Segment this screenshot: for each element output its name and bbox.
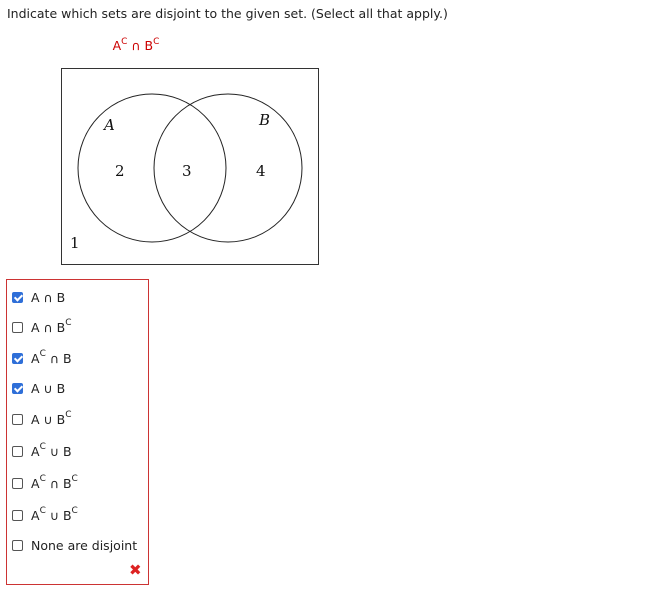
checkbox[interactable] [12, 446, 23, 457]
option-label: $A^C$ ∪ B [31, 442, 72, 459]
region-outside: 1 [70, 234, 80, 252]
checkbox[interactable] [12, 383, 23, 394]
given-set-a: A [112, 38, 122, 53]
option-label: $A^C$ ∪ $B^C$ [31, 506, 78, 523]
option-a-union-b-complement[interactable] [12, 411, 72, 427]
option-a-complement-union-b[interactable] [12, 443, 72, 459]
circle-a [78, 94, 226, 242]
checkbox[interactable] [12, 540, 23, 551]
label-a: A [104, 116, 115, 134]
answer-options [6, 279, 149, 585]
venn-diagram [61, 68, 319, 265]
question-text: Indicate which sets are disjoint to the given set. (Select all that apply.) [7, 6, 448, 21]
checkbox[interactable] [12, 414, 23, 425]
given-set-operator: ∩ [127, 38, 145, 53]
incorrect-x-icon: ✖ [129, 561, 142, 579]
checkbox[interactable] [12, 292, 23, 303]
option-label: A ∪ B [31, 380, 66, 396]
option-label: A ∩ $B^C$ [31, 318, 72, 335]
checkbox[interactable] [12, 322, 23, 333]
option-a-complement-union-b-complement[interactable] [12, 507, 78, 523]
option-none-are-disjoint[interactable] [12, 537, 137, 553]
label-b: B [259, 111, 271, 129]
checkbox[interactable] [12, 478, 23, 489]
option-label: $A^C$ ∩ $B^C$ [31, 474, 78, 491]
region-b-only: 4 [256, 162, 266, 180]
option-a-union-b[interactable] [12, 380, 65, 396]
option-label: $A^C$ ∩ B [31, 349, 72, 366]
option-label: A ∪ $B^C$ [31, 410, 72, 427]
given-set-expression [0, 38, 272, 53]
given-set-b: B [144, 38, 154, 53]
given-set-a-complement: C [121, 36, 128, 47]
venn-svg [62, 69, 318, 264]
circle-b [154, 94, 302, 242]
given-set-b-complement: C [153, 36, 160, 47]
region-both: 3 [182, 162, 192, 180]
option-a-intersect-b[interactable] [12, 289, 65, 305]
checkbox[interactable] [12, 510, 23, 521]
option-label: None are disjoint [31, 537, 138, 553]
region-a-only: 2 [115, 162, 125, 180]
option-a-complement-intersect-b[interactable] [12, 350, 72, 366]
option-a-intersect-b-complement[interactable] [12, 319, 72, 335]
option-label: A ∩ B [31, 289, 66, 305]
checkbox[interactable] [12, 353, 23, 364]
option-a-complement-intersect-b-complement[interactable] [12, 475, 78, 491]
